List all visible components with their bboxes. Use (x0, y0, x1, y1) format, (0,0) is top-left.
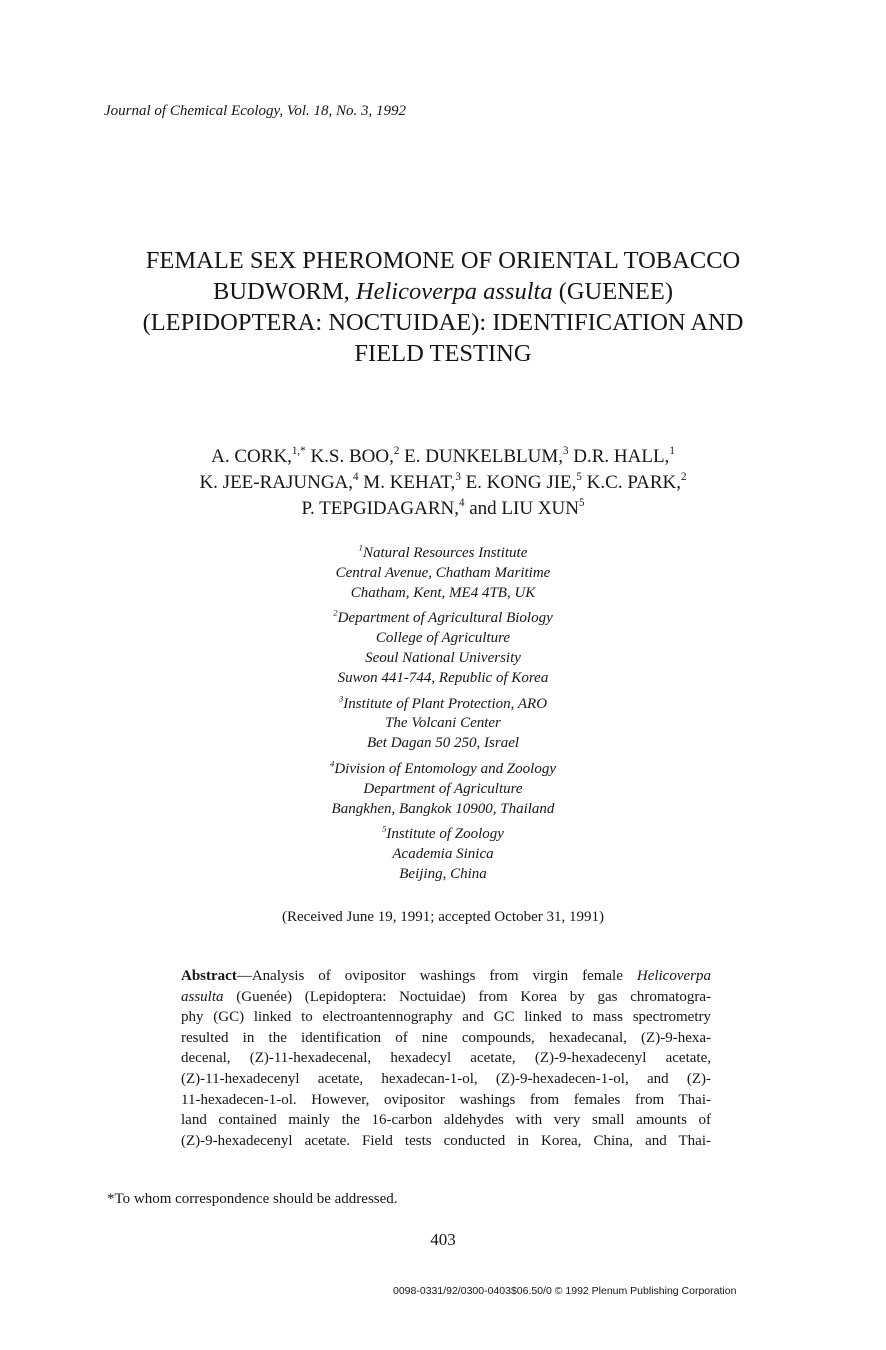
affiliation-number: 5 (382, 823, 387, 834)
paper-title (0, 245, 886, 369)
affiliation-number: 3 (338, 693, 344, 704)
affiliation-text: Department of Agricultural Biology (337, 610, 553, 627)
affiliation-line: Beijing, China (399, 865, 487, 882)
author-affil-mark: 1,* (291, 444, 306, 457)
affiliation-block (243, 695, 643, 754)
affiliation-text: Division of Entomology and Zoology (334, 760, 556, 777)
abstract-line: (Z)-11-hexadecenyl acetate, hexadecan-1-ol, (Z)-9-hexadecen-1-ol, and (Z)- (181, 1070, 711, 1087)
affiliations (243, 544, 643, 891)
title-line-2 (0, 276, 886, 307)
author-affil-mark: 2 (681, 470, 687, 483)
abstract-line: decenal, (Z)-11-hexadecenal, hexadecyl acetate, (Z)-9-hexadecenyl acetate, (181, 1050, 711, 1067)
author-name: A. CORK, (211, 446, 292, 467)
affiliation-line: Bet Dagan 50 250, Israel (366, 735, 520, 752)
affiliation-block (243, 544, 643, 603)
author-name: D.R. HALL, (573, 446, 670, 467)
affiliation-line: Academia Sinica (392, 846, 494, 863)
abstract-line: assulta (Guenée) (Lepidoptera: Noctuidae) from Korea by gas chromatogra- (181, 988, 711, 1005)
affiliation-line: Suwon 441-744, Republic of Korea (337, 669, 549, 686)
affiliation-line: The Volcani Center (385, 715, 501, 732)
species-name: Helicoverpa assulta (355, 278, 553, 305)
affiliation-line (243, 544, 643, 564)
author-name: K.C. PARK, (586, 472, 682, 493)
affiliation-line: Bangkhen, Bangkok 10900, Thailand (331, 800, 555, 817)
author-affil-mark: 5 (579, 496, 585, 509)
affiliation-number: 1 (358, 542, 363, 553)
abstract-text: —Analysis of ovipositor washings from virgin female Helicoverpa (236, 968, 711, 984)
title-line-1: FEMALE SEX PHEROMONE OF ORIENTAL TOBACCO (145, 247, 741, 274)
affiliation-number: 4 (330, 758, 335, 769)
title-line-2-post: (GUENEE) (552, 278, 673, 305)
author-line (0, 444, 886, 470)
affiliation-line (243, 609, 643, 629)
abstract-line: phy (GC) linked to electroantennography and GC linked to mass spectrometry (181, 1009, 711, 1026)
author-affil-mark: 4 (458, 496, 465, 509)
affiliation-line: Chatham, Kent, ME4 4TB, UK (350, 584, 536, 601)
author-affil-mark: 1 (669, 444, 675, 457)
author-line (0, 470, 886, 496)
received-dates: (Received June 19, 1991; accepted October 31, 1991) (282, 909, 604, 925)
abstract (181, 966, 711, 1151)
author-affil-mark: 2 (393, 444, 400, 457)
affiliation-line (243, 760, 643, 780)
affiliation-line: College of Agriculture (375, 630, 511, 647)
abstract-line: (Z)-9-hexadecenyl acetate. Field tests conducted in Korea, China, and Thai- (181, 1132, 711, 1149)
affiliation-block (243, 760, 643, 819)
copyright-line: 0098-0331/92/0300-0403$06.50/0 © 1992 Plenum Publishing Corporation (393, 1285, 737, 1297)
correspondence-footnote: *To whom correspondence should be addressed. (107, 1191, 398, 1207)
affiliation-block (243, 825, 643, 884)
affiliation-line (243, 825, 643, 845)
author-name: P. TEPGIDAGARN, (301, 498, 459, 519)
abstract-heading: Abstract (181, 968, 237, 984)
affiliation-line: Department of Agriculture (363, 780, 523, 797)
author-list (0, 444, 886, 522)
author-name: K. JEE-RAJUNGA, (199, 472, 354, 493)
author-affil-mark: 5 (576, 470, 582, 483)
affiliation-line (243, 695, 643, 715)
affiliation-number: 2 (333, 607, 338, 618)
affiliation-line: Seoul National University (365, 649, 521, 666)
affiliation-text: Institute of Plant Protection, ARO (343, 695, 548, 712)
author-name: K.S. BOO, (310, 446, 394, 467)
abstract-line: land contained mainly the 16-carbon aldehydes with very small amounts of (181, 1112, 711, 1129)
affiliation-text: Natural Resources Institute (362, 545, 528, 561)
journal-citation: Journal of Chemical Ecology, Vol. 18, No. 3, 1992 (104, 103, 407, 119)
affiliation-block (243, 609, 643, 688)
author-affil-mark: 4 (353, 470, 359, 483)
abstract-line: 11-hexadecen-1-ol. However, ovipositor washings from females from Thai- (181, 1091, 711, 1108)
title-line-3: (LEPIDOPTERA: NOCTUIDAE): IDENTIFICATION AND (142, 309, 744, 336)
author-name: M. KEHAT, (363, 472, 456, 493)
abstract-line (181, 966, 711, 987)
title-line-4: FIELD TESTING (354, 340, 532, 367)
author-affil-mark: 3 (562, 444, 569, 457)
author-line (0, 496, 886, 522)
affiliation-line: Central Avenue, Chatham Maritime (335, 564, 551, 581)
author-name: and LIU XUN (469, 498, 579, 519)
author-affil-mark: 3 (455, 470, 461, 483)
abstract-line: resulted in the identification of nine compounds, hexadecanal, (Z)-9-hexa- (181, 1029, 711, 1046)
title-line-2-pre: BUDWORM, (213, 278, 356, 305)
author-name: E. KONG JIE, (465, 472, 577, 493)
author-name: E. DUNKELBLUM, (404, 446, 563, 467)
page-number: 403 (430, 1230, 456, 1249)
affiliation-text: Institute of Zoology (386, 826, 504, 843)
